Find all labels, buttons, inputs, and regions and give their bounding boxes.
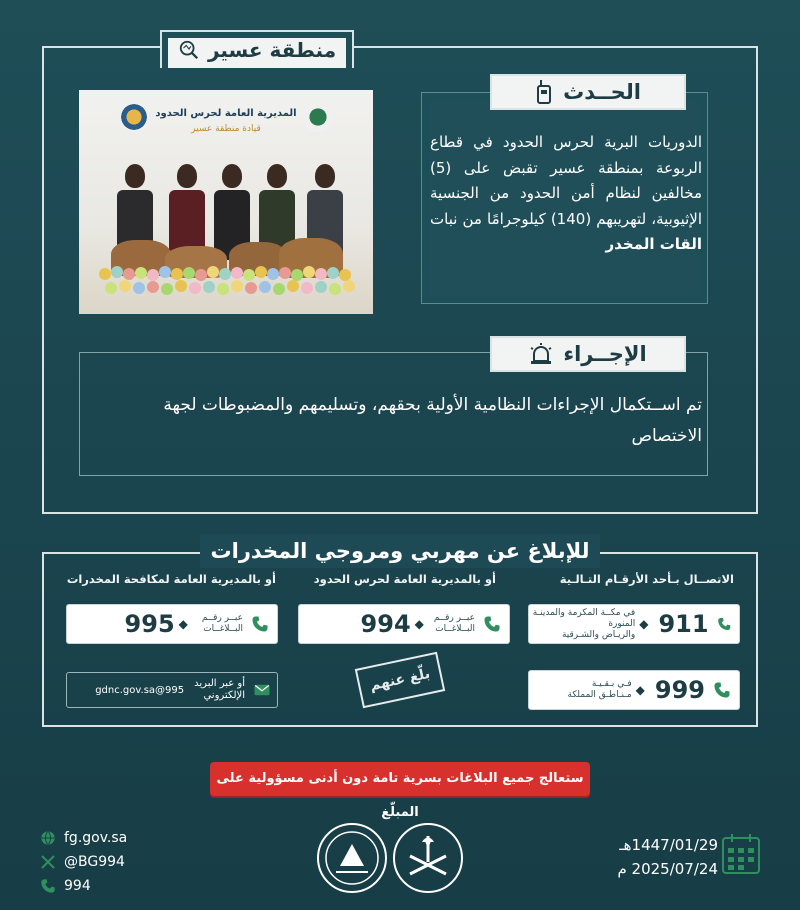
- saudi-emblem-logo: [392, 822, 464, 894]
- radio-icon: [535, 80, 553, 104]
- call-995-card[interactable]: [66, 604, 278, 644]
- report-them-stamp: بلّغ عنهم: [355, 652, 445, 709]
- event-text-plain: الدوريات البرية لحرس الحدود في قطاع الربوعة بمنطقة عسير تقبض على (5) مخالفين لنظام أمن الحدود من الجنسية الإثيوبية، لتهريبهم (140) كيلوجرامًا من نبات: [430, 133, 702, 228]
- phone-number: 994: [64, 878, 91, 894]
- qat-bundles: [99, 260, 353, 310]
- confidentiality-banner: ستعالج جميع البلاغات بسرية تامة دون أدنى مسؤولية على المبلّغ: [210, 762, 590, 796]
- photo-subtitle: قيادة منطقة عسير: [191, 124, 261, 134]
- email-address[interactable]: 995@gdnc.gov.sa: [95, 684, 185, 696]
- social-links: [40, 826, 127, 898]
- phone-icon: [483, 615, 501, 633]
- email-card[interactable]: [66, 672, 278, 708]
- phone-icon: [40, 878, 56, 894]
- hijri-date: 1447/01/29هـ: [619, 836, 718, 854]
- call-994-number: 994: [360, 610, 411, 638]
- call-995-number: 995: [124, 610, 175, 638]
- twitter-row[interactable]: [40, 850, 127, 874]
- photo-title: المديرية العامة لحرس الحدود: [155, 108, 297, 119]
- procedure-text: تم اســتكمال الإجراءات النظامية الأولية بحقهم، وتسليمهم والمضبوطات لجهة الاختصاص: [163, 395, 702, 446]
- region-label: منطقة عسير: [207, 38, 337, 62]
- globe-icon: [40, 830, 56, 846]
- event-heading-text: الحــدث: [563, 80, 641, 104]
- call-999-label: فـي بـقـيـة مـنـاطـق المملكة: [567, 679, 632, 700]
- seizure-photo: [79, 90, 373, 314]
- dates: [594, 833, 718, 881]
- call-994-card[interactable]: [298, 604, 510, 644]
- website-text: fg.gov.sa: [64, 830, 128, 846]
- x-logo-icon: [40, 854, 56, 870]
- chevron-icon: ◆: [635, 683, 645, 697]
- website-row[interactable]: [40, 826, 127, 850]
- event-text-bold: القات المخدر: [605, 235, 702, 253]
- procedure-heading: [490, 336, 686, 372]
- twitter-handle: @BG994: [64, 854, 125, 870]
- call-995-label: عبــر رقــم البــلاغــات: [201, 613, 243, 634]
- siren-icon: [529, 343, 553, 365]
- column-label-call: الاتصــال بـأحد الأرقـام التـالـية: [559, 572, 734, 586]
- column-label-narcotics: أو بالمديرية العامة لمكافحة المخدرات: [66, 572, 276, 586]
- chevron-icon: ◆: [178, 617, 188, 631]
- phone-icon: [713, 681, 731, 699]
- event-text: [430, 130, 702, 258]
- chevron-icon: ◆: [414, 617, 424, 631]
- email-label: أو عبر البريد الإلكتروني: [194, 678, 245, 701]
- procedure-heading-text: الإجــراء: [563, 342, 647, 366]
- call-994-label: عبــر رقــم البــلاغــات: [433, 613, 475, 634]
- event-heading: [490, 74, 686, 110]
- search-map-icon: [178, 39, 200, 61]
- calendar-icon: [722, 834, 760, 874]
- call-911-number: 911: [658, 610, 709, 638]
- phone-row[interactable]: [40, 874, 127, 898]
- call-911-label: في مكــة المكرمة والمدينـة المنورة والريـاض والشـرقية: [532, 607, 636, 640]
- chevron-icon: ◆: [639, 617, 649, 631]
- call-999-number: 999: [654, 676, 705, 704]
- column-label-border-guard: أو بالمديرية العامة لحرس الحدود: [313, 572, 496, 586]
- gregorian-date: 2025/07/24 م: [617, 860, 718, 878]
- border-guard-logo: [316, 822, 388, 894]
- phone-icon: [717, 615, 731, 633]
- call-911-card[interactable]: [528, 604, 740, 644]
- mail-icon: [253, 681, 271, 699]
- report-title: للإبلاغ عن مهربي ومروجي المخدرات: [200, 534, 600, 568]
- region-tab: [160, 30, 354, 68]
- phone-icon: [251, 615, 269, 633]
- call-999-card[interactable]: [528, 670, 740, 710]
